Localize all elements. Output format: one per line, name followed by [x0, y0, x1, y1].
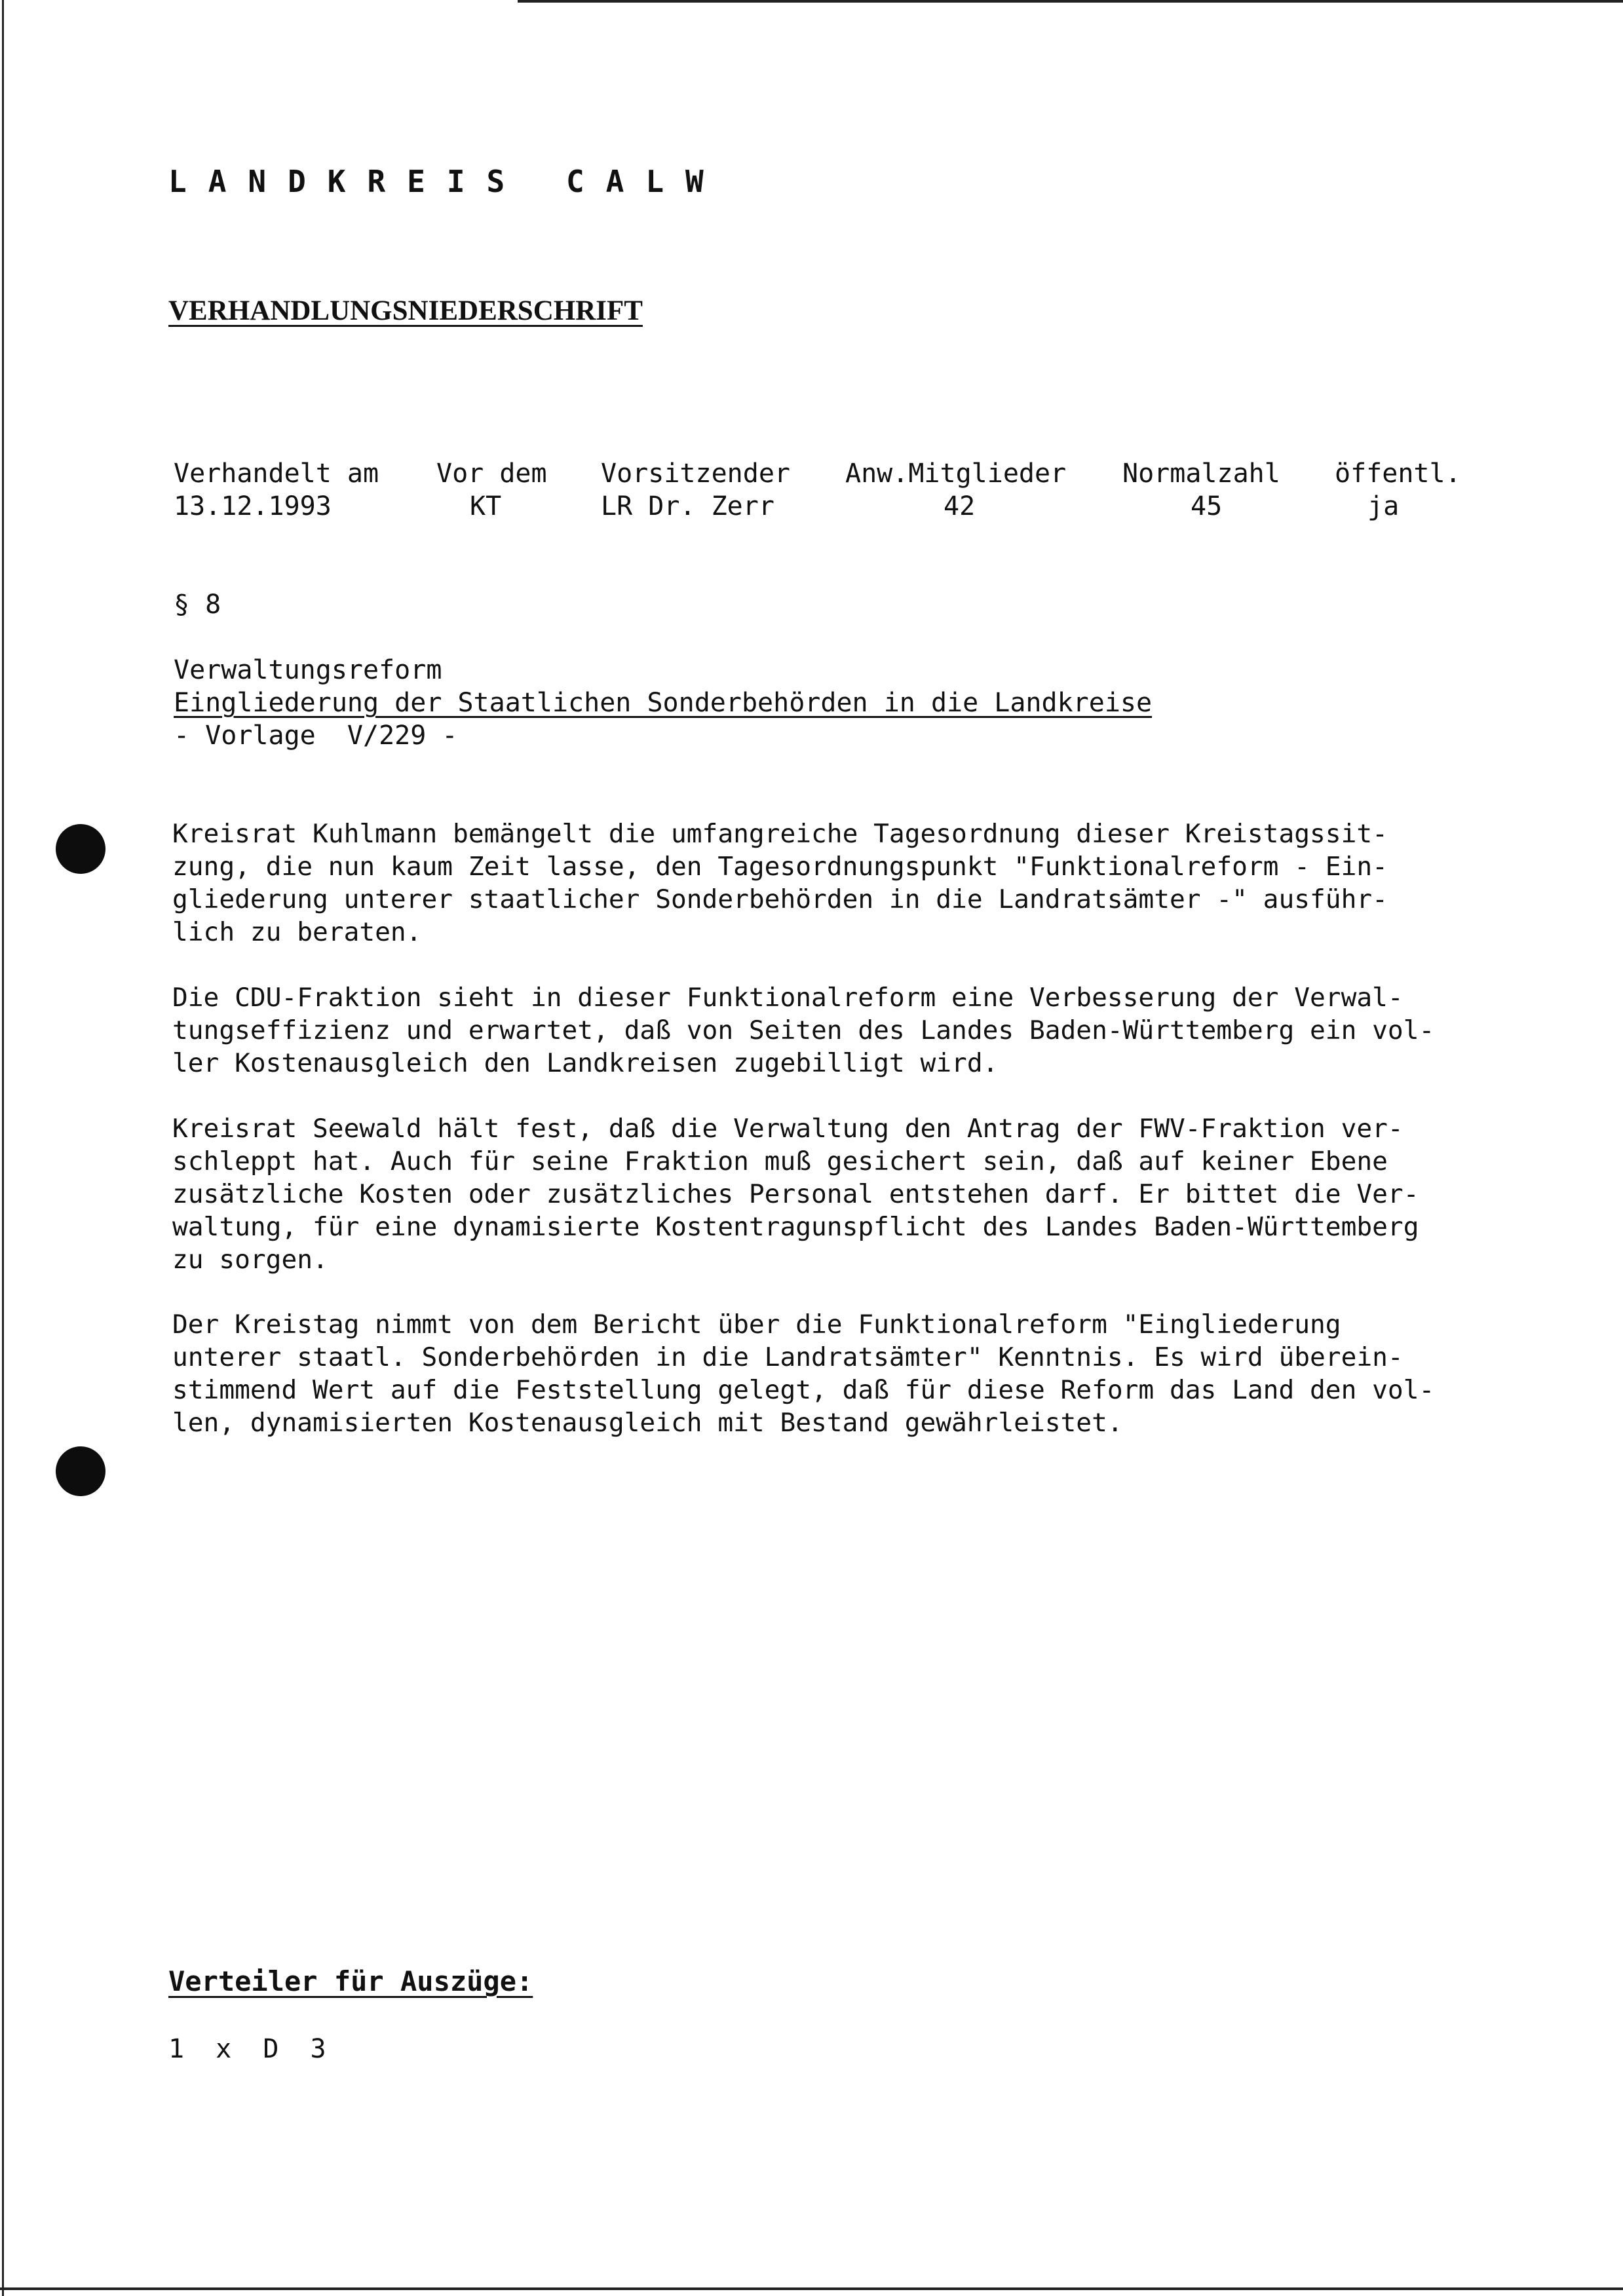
value-body: KT [470, 491, 502, 521]
label-members-present: Anw.Mitglieder [845, 459, 1067, 489]
value-normal-count: 45 [1191, 491, 1223, 521]
punch-hole-lower [56, 1446, 105, 1496]
meeting-info-values [0, 491, 1623, 524]
distribution-list: 1 x D 3 [168, 2034, 334, 2064]
minutes-paragraph: Kreisrat Kuhlmann bemängelt die umfangreiche Tagesordnung dieser Kreistagssit- zung, die nun kaum Zeit lasse, den Tagesordnungspunkt "Funktionalreform - Ein- gliederung unterer staatlicher Sonderbehörden in die Landratsämter -" ausführ- lich zu beraten. [172, 819, 1388, 947]
value-date: 13.12.1993 [174, 491, 332, 521]
office-name: LANDKREIS CALW [168, 164, 725, 199]
meeting-info-labels [0, 459, 1623, 491]
label-public: öffentl. [1335, 459, 1461, 489]
label-chair: Vorsitzender [601, 459, 790, 489]
page-left-edge [2, 0, 4, 2296]
value-public: ja [1367, 491, 1400, 521]
punch-hole-upper [56, 824, 105, 874]
agenda-title: Eingliederung der Staatlichen Sonderbehörden in die Landkreise [174, 688, 1153, 718]
agenda-subject: Verwaltungsreform [174, 655, 442, 685]
label-normal-count: Normalzahl [1122, 459, 1280, 489]
distribution-heading: Verteiler für Auszüge: [168, 1965, 533, 1997]
minutes-paragraph: Der Kreistag nimmt von dem Bericht über die Funktionalreform "Eingliederung unterer staatl. Sonderbehörden in die Landratsämter" Kenntnis. Es wird überein- stimmend Wert auf die Feststellung gelegt, daß für diese Reform das Land den vol- len, dynamisierten Kostenausgleich mit Bestand gewährleistet. [172, 1309, 1435, 1438]
agenda-reference: - Vorlage V/229 - [174, 721, 458, 751]
value-members-present: 42 [944, 491, 976, 521]
label-date: Verhandelt am [174, 459, 379, 489]
minutes-paragraph: Kreisrat Seewald hält fest, daß die Verwaltung den Antrag der FWV-Fraktion ver- schleppt hat. Auch für seine Fraktion muß gesichert sein, daß auf keiner Ebene zusätzliche Kosten oder zusätzliches Personal entstehen darf. Er bittet die Ver- waltung, für eine dynamisierte Kostentragunspflicht des Landes Baden-Württemberg zu sorgen. [172, 1114, 1419, 1275]
page-bottom-edge [0, 2287, 1623, 2290]
agenda-section-number: § 8 [174, 590, 221, 620]
document-title: VERHANDLUNGSNIEDERSCHRIFT [168, 295, 643, 326]
page-top-edge [518, 0, 1623, 3]
label-body: Vor dem [436, 459, 547, 489]
value-chair: LR Dr. Zerr [601, 491, 774, 521]
minutes-paragraph: Die CDU-Fraktion sieht in dieser Funktionalreform eine Verbesserung der Verwal- tungseffizienz und erwartet, daß von Seiten des Landes Baden-Württemberg ein vol- ler Kostenausgleich den Landkreisen zugebilligt wird. [172, 983, 1435, 1078]
